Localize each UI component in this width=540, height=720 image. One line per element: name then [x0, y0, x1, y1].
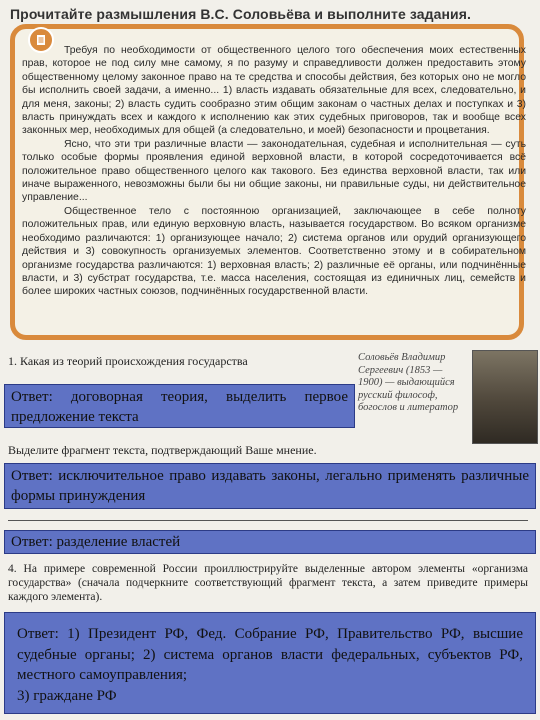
- question-2: Выделите фрагмент текста, подтверждающий Ваше мнение.: [8, 443, 317, 457]
- excerpt-paragraph: Ясно, что эти три различные власти — законодательная, судебная и исполнительная — суть только особые формы проявления единой верховной власти, в которой сосредоточивается всё положительное право общественного целого как такового. Без единства верховной власти, так или иначе выраженного, невозможны были бы ни общие законы, ни правильные суды, ни действительное управление...: [22, 138, 526, 204]
- answer-line: [8, 520, 528, 521]
- answer-3: Ответ: разделение властей: [4, 530, 536, 554]
- author-bio: Соловьёв Владимир Сергеевич (1853 — 1900) — выдающийся русский философ, богослов и литератор: [358, 352, 459, 413]
- answer-1: Ответ: договорная теория, выделить первое предложение текста: [4, 384, 355, 428]
- excerpt-paragraph: Общественное тело с постоянною организацией, заключающее в себе полноту положительных прав, или единую верховную власть, называется государством. Во всяком организме необходимо различаются: 1) организующее начало; 2) система органов или орудий организующего действия и 3) совокупность организуемых элементов. Соответственно этому и в собирательном организме государства различаются: 1) верховная власть; 2) различные её органы, или подчинённые власти, и 3) субстрат государства, т.е. масса населения, состоящая из единичных лиц, семейств и более широких частных союзов, подчинённых государственной власти.: [22, 205, 526, 298]
- answer-4-line1: Ответ: 1) Президент РФ, Фед. Собрание РФ, Правительство РФ, высшие судебные органы; 2) система органов власти федеральных, субъектов РФ, местного самоуправления;: [17, 626, 523, 683]
- page-title: Прочитайте размышления В.С. Соловьёва и выполните задания.: [10, 6, 471, 22]
- author-portrait: [472, 350, 538, 444]
- question-1: 1. Какая из теорий происхождения государства: [8, 354, 248, 368]
- excerpt-text: [22, 44, 526, 299]
- excerpt-paragraph: Требуя по необходимости от общественного целого того обеспечения моих естественных прав, которое не под силу мне самому, я по разуму и справедливости должен предоставить этому общественному целому законное право на те средства и способы действия, без которых оно не могло бы исполнить своей задачи, а именно... 1) власть издавать обязательные для всех, следовательно, и для меня, законы; 2) власть судить сообразно этим общим законам о частных делах и поступках и 3) власть принуждать всех и каждого к исполнению как этих судебных приговоров, так и вообще всех законных мер, необходимых для общей (а следовательно, и моей) безопасности и процветания.: [22, 45, 526, 137]
- answer-4: [4, 612, 536, 714]
- question-4: 4. На примере современной России проиллюстрируйте выделенные автором элементы «организма государства» (сначала подчеркните соответствующий фрагмент текста, а затем приведите примеры каждого элемента).: [8, 563, 528, 603]
- answer-2: Ответ: исключительное право издавать законы, легально применять различные формы принуждения: [4, 463, 536, 509]
- answer-4-line2: 3) граждане РФ: [17, 687, 117, 704]
